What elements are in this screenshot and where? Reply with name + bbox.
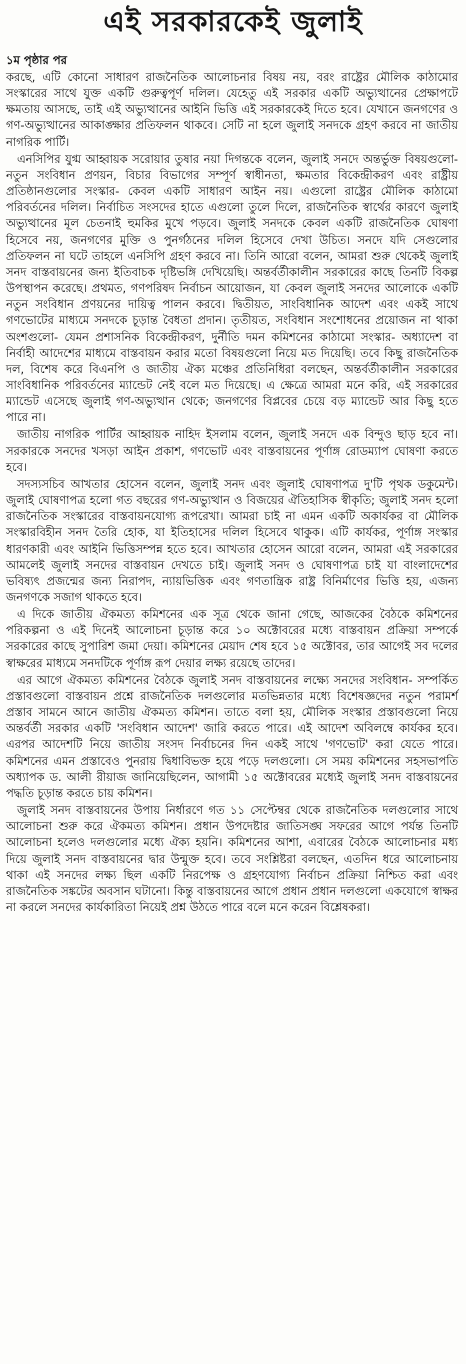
paragraph: এ দিকে জাতীয় ঐকমত্য কমিশনের এক সূত্র থেকে জানা গেছে, আজকের বৈঠকে কমিশনের পরিকল্পনা ও এই দিনেই আলোচনা চূড়ান্ত করে ১০ অক্টোবরের মধ্যে বাস্তবায়ন প্রক্রিয়া সম্পর্কে সরকারের কাছে সুপারিশ জমা দেয়া। কমিশনের মেয়াদ শেষ হবে ১৫ অক্টোবর, তার আগেই সব দলের স্বাক্ষরের মাধ্যমে সনদটিকে পূর্ণাঙ্গ রূপ দেয়ার লক্ষ্য রয়েছে তাদের। — [6, 607, 458, 670]
paragraph: এনসিপির যুগ্ম আহ্বায়ক সরোয়ার তুষার নয়া দিগন্তকে বলেন, জুলাই সনদে অন্তর্ভুক্ত বিষয়গুলো- নতুন সংবিধান প্রণয়ন, বিচার বিভাগের সম্পূর্ণ স্বাধীনতা, ক্ষমতার বিকেন্দ্রীকরণ এবং রাষ্ট্রীয় প্রতিষ্ঠানগুলোর সংস্কার- কেবল একটি সাধারণ আইন নয়। এগুলো রাষ্ট্রের মৌলিক কাঠামো পরিবর্তনের দলিল। নির্বাচিত সংসদের হাতে এগুলো তুলে দিলে, রাজনৈতিক স্বার্থের কারণে জুলাই অভ্যুত্থানের মূল চেতনাই হুমকির মুখে পড়বে। জুলাই সনদকে কেবল একটি রাজনৈতিক ঘোষণা হিসেবে নয়, জনগণের মুক্তি ও পুনর্গঠনের দলিল হিসেবে দেখা উচিত। সনদে যদি সেগুলোর প্রতিফলন না ঘটে তাহলে এনসিপি গ্রহণ করবে না। তিনি আরো বলেন, আমরা শুরু থেকেই জুলাই সনদ বাস্তবায়নের জন্য ইতিবাচক দৃষ্টিভঙ্গি দেখিয়েছি। অন্তর্বর্তীকালীন সরকারের কাছে তিনটি বিকল্প উপস্থাপন করেছে। প্রথমত, গণপরিষদ নির্বাচন আয়োজন, যা কেবল জুলাই সনদের আলোকে একটি নতুন সংবিধান প্রণয়নের দায়িত্ব পালন করবে। দ্বিতীয়ত, সাংবিধানিক আদেশ এবং একই সাথে গণভোটের মাধ্যমে সনদকে চূড়ান্ত বৈধতা প্রদান। তৃতীয়ত, সংবিধান সংশোধনের প্রয়োজন না থাকা অংশগুলো- যেমন প্রশাসনিক বিকেন্দ্রীকরণ, দুর্নীতি দমন কমিশনের কাঠামো সংস্কার- অধ্যাদেশ বা নির্বাহী আদেশের মাধ্যমে বাস্তবায়ন করার মতো বিষয়গুলো নিয়ে মত দিয়েছি। তবে কিছু রাজনৈতিক দল, বিশেষ করে বিএনপি ও জাতীয় ঐক্য মঞ্চের প্রতিনিধিরা বলছেন, অন্তর্বর্তীকালীন সরকারের সাংবিধানিক পরিবর্তনের ম্যান্ডেট নেই বলে মত দিয়েছে। এ ক্ষেত্রে আমরা মনে করি, এই সরকারের ম্যান্ডেট এসেছে জুলাই গণ-অভ্যুত্থান থেকে; জনগণের বিপ্লবের চেয়ে বড় ম্যান্ডেট আর কিছু হতে পারে না। — [6, 151, 458, 425]
paragraph: জুলাই সনদ বাস্তবায়নের উপায় নির্ধারণে গত ১১ সেপ্টেম্বর থেকে রাজনৈতিক দলগুলোর সাথে আলোচনা শুরু করে ঐকমত্য কমিশন। প্রধান উপদেষ্টার জাতিসঙ্ঘ সফরের আগে পর্যন্ত তিনটি আলোচনা হলেও দলগুলোর মধ্যে ঐক্য হয়নি। কমিশনের আশা, এবারের বৈঠকে আলোচনার মধ্য দিয়ে জুলাই সনদ বাস্তবায়নের দ্বার উন্মুক্ত হবে। তবে সংশ্লিষ্টরা বলছেন, এতদিন ধরে আলোচনায় থাকা এই সনদের লক্ষ্য ছিল একটি নিরপেক্ষ ও গ্রহণযোগ্য নির্বাচন প্রক্রিয়া নিশ্চিত করা এবং রাজনৈতিক সঙ্কটের অবসান ঘটানো। কিন্তু বাস্তবায়নের আগে প্রধান প্রধান দলগুলো একযোগে স্বাক্ষর না করলে সনদের কার্যকারিতা নিয়েই প্রশ্ন উঠতে পারে বলে মনে করেন বিশ্লেষকরা। — [6, 803, 458, 914]
continued-from-page-label: ১ম পৃষ্ঠার পর — [6, 53, 67, 67]
paragraph: এর আগে ঐকমত্য কমিশনের বৈঠকে জুলাই সনদ বাস্তবায়নের লক্ষ্যে সনদের সংবিধান- সম্পর্কিত প্রস্তাবগুলো বাস্তবায়ন প্রশ্নে রাজনৈতিক দলগুলোর মতভিন্নতার মধ্যে বিশেষজ্ঞদের নতুন পরামর্শ প্রস্তাব সামনে আনে জাতীয় ঐকমত্য কমিশন। তাতে বলা হয়, মৌলিক সংস্কার প্রস্তাবগুলো নিয়ে অন্তর্বর্তী সরকার একটি 'সংবিধান আদেশ' জারি করতে পারে। এই আদেশ অবিলম্বে কার্যকর হবে। এরপর আদেশটি নিয়ে জাতীয় সংসদ নির্বাচনের দিন একই সাথে 'গণভোট' করা যেতে পারে। কমিশনের এমন প্রস্তাবেও পুনরায় দ্বিধাবিভক্ত হয়ে পড়ে দলগুলো। সে সময় কমিশনের সহসভাপতি অধ্যাপক ড. আলী রীয়াজ জানিয়েছিলেন, আগামী ১৫ অক্টোবরের মধ্যেই জুলাই সনদ বাস্তবায়নের পদ্ধতি চূড়ান্ত করতে চায় কমিশন। — [6, 672, 458, 800]
paragraph: করছে, এটি কোনো সাধারণ রাজনৈতিক আলোচনার বিষয় নয়, বরং রাষ্ট্রের মৌলিক কাঠামোর সংস্কারের সাথে যুক্ত একটি গুরুত্বপূর্ণ দলিল। যেহেতু এই সরকার একটি অভ্যুত্থানের প্রেক্ষাপটে ক্ষমতায় আসছে, তাই এই অভ্যুত্থানের আইনি ভিত্তি এই সরকারকেই দিতে হবে। যেখানে জনগণের ও গণ-অভ্যুত্থানের আকাঙ্ক্ষার প্রতিফলন থাকবে। সেটি না হলে জুলাই সনদকে গ্রহণ করবে না জাতীয় নাগরিক পার্টি। — [6, 70, 458, 149]
paragraph: জাতীয় নাগরিক পার্টির আহ্বায়ক নাহিদ ইসলাম বলেন, জুলাই সনদে এক বিন্দুও ছাড় হবে না। সরকারকে সনদের খসড়া আইন প্রকাশ, গণভোট এবং বাস্তবায়নের পূর্ণাঙ্গ রোডম্যাপ ঘোষণা করতে হবে। — [6, 427, 458, 474]
paragraph: সদস্যসচিব আখতার হোসেন বলেন, জুলাই সনদ এবং জুলাই ঘোষণাপত্র দু'টি পৃথক ডকুমেন্ট। জুলাই ঘোষণাপত্র হলো গত বছরের গণ-অভ্যুত্থান ও বিজয়ের ঐতিহাসিক স্বীকৃতি; জুলাই সনদ হলো রাজনৈতিক সংস্কারের বাস্তবায়নযোগ্য রূপরেখা। আমরা চাই না এমন একটি অকার্যকর বা মৌলিক সংস্কারবিহীন সনদ তৈরি হোক, যা ইতিহাসের দলিল হিসেবে থাকুক। এটি কার্যকর, পূর্ণাঙ্গ সংস্কার ধারণকারী এবং আইনি ভিত্তিসম্পন্ন হতে হবে। আখতার হোসেন আরো বলেন, আমরা এই সরকারের আমলেই জুলাই সনদের বাস্তবায়ন দেখতে চাই। জুলাই সনদ ও ঘোষণাপত্র চাই যা বাংলাদেশের ভবিষ্যৎ প্রজন্মের জন্য নিরাপদ, ন্যায়ভিত্তিক এবং গণতান্ত্রিক রাষ্ট্র বিনির্মাণের ভিত্তি হয়, এজন্য জনগণকে সজাগ থাকতে হবে। — [6, 476, 458, 604]
headline: এই সরকারকেই জুলাই — [103, 5, 363, 38]
article-body — [0, 42, 466, 915]
